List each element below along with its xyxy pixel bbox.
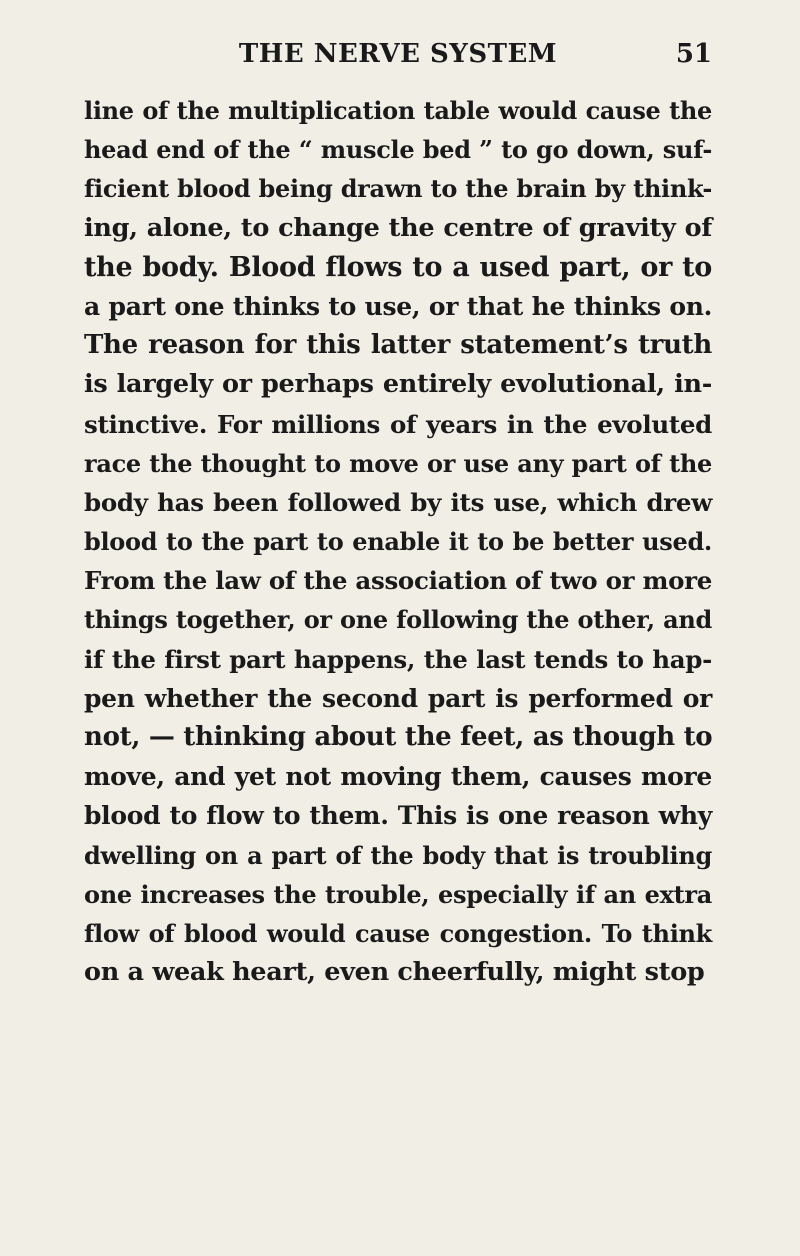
text-line: if the first part happens, the last tends to hap- bbox=[84, 644, 712, 674]
text-line: move, and yet not moving them, causes more bbox=[84, 762, 712, 792]
text-line: pen whether the second part is performed or bbox=[84, 683, 712, 713]
text-line: things together, or one following the other, and bbox=[84, 605, 712, 635]
text-line: one increases the trouble, especially if an extra bbox=[84, 879, 712, 909]
text-line: The reason for this latter statement’s truth bbox=[84, 330, 712, 361]
text-line: dwelling on a part of the body that is troubling bbox=[84, 840, 712, 870]
text-line: race the thought to move or use any part of the bbox=[84, 448, 712, 478]
text-line: stinctive. For millions of years in the evoluted bbox=[84, 409, 712, 439]
body-text bbox=[84, 91, 712, 992]
text-line: is largely or perhaps entirely evolutional, in- bbox=[84, 369, 712, 400]
header-title: THE NERVE SYSTEM bbox=[238, 39, 558, 69]
text-line: a part one thinks to use, or that he thinks on. bbox=[84, 291, 712, 321]
text-line: the body. Blood flows to a used part, or to bbox=[84, 251, 712, 283]
text-line: line of the multiplication table would cause the bbox=[84, 96, 712, 125]
text-line: From the law of the association of two or more bbox=[84, 566, 713, 596]
text-line: on a weak heart, even cheerfully, might stop bbox=[84, 957, 705, 988]
text-line: ing, alone, to change the centre of gravity of bbox=[84, 212, 712, 243]
text-line: not, — thinking about the feet, as though to bbox=[84, 722, 713, 752]
page-number: 51 bbox=[675, 39, 712, 69]
text-line: body has been followed by its use, which drew bbox=[84, 487, 712, 517]
text-line: head end of the “ muscle bed ” to go down, suf- bbox=[84, 135, 712, 165]
running-head bbox=[84, 36, 712, 76]
text-line: blood to flow to them. This is one reason why bbox=[84, 801, 712, 831]
text-line: ficient blood being drawn to the brain by think- bbox=[84, 174, 712, 204]
text-line: flow of blood would cause congestion. To think bbox=[84, 918, 712, 948]
text-line: blood to the part to enable it to be better used. bbox=[84, 527, 712, 557]
